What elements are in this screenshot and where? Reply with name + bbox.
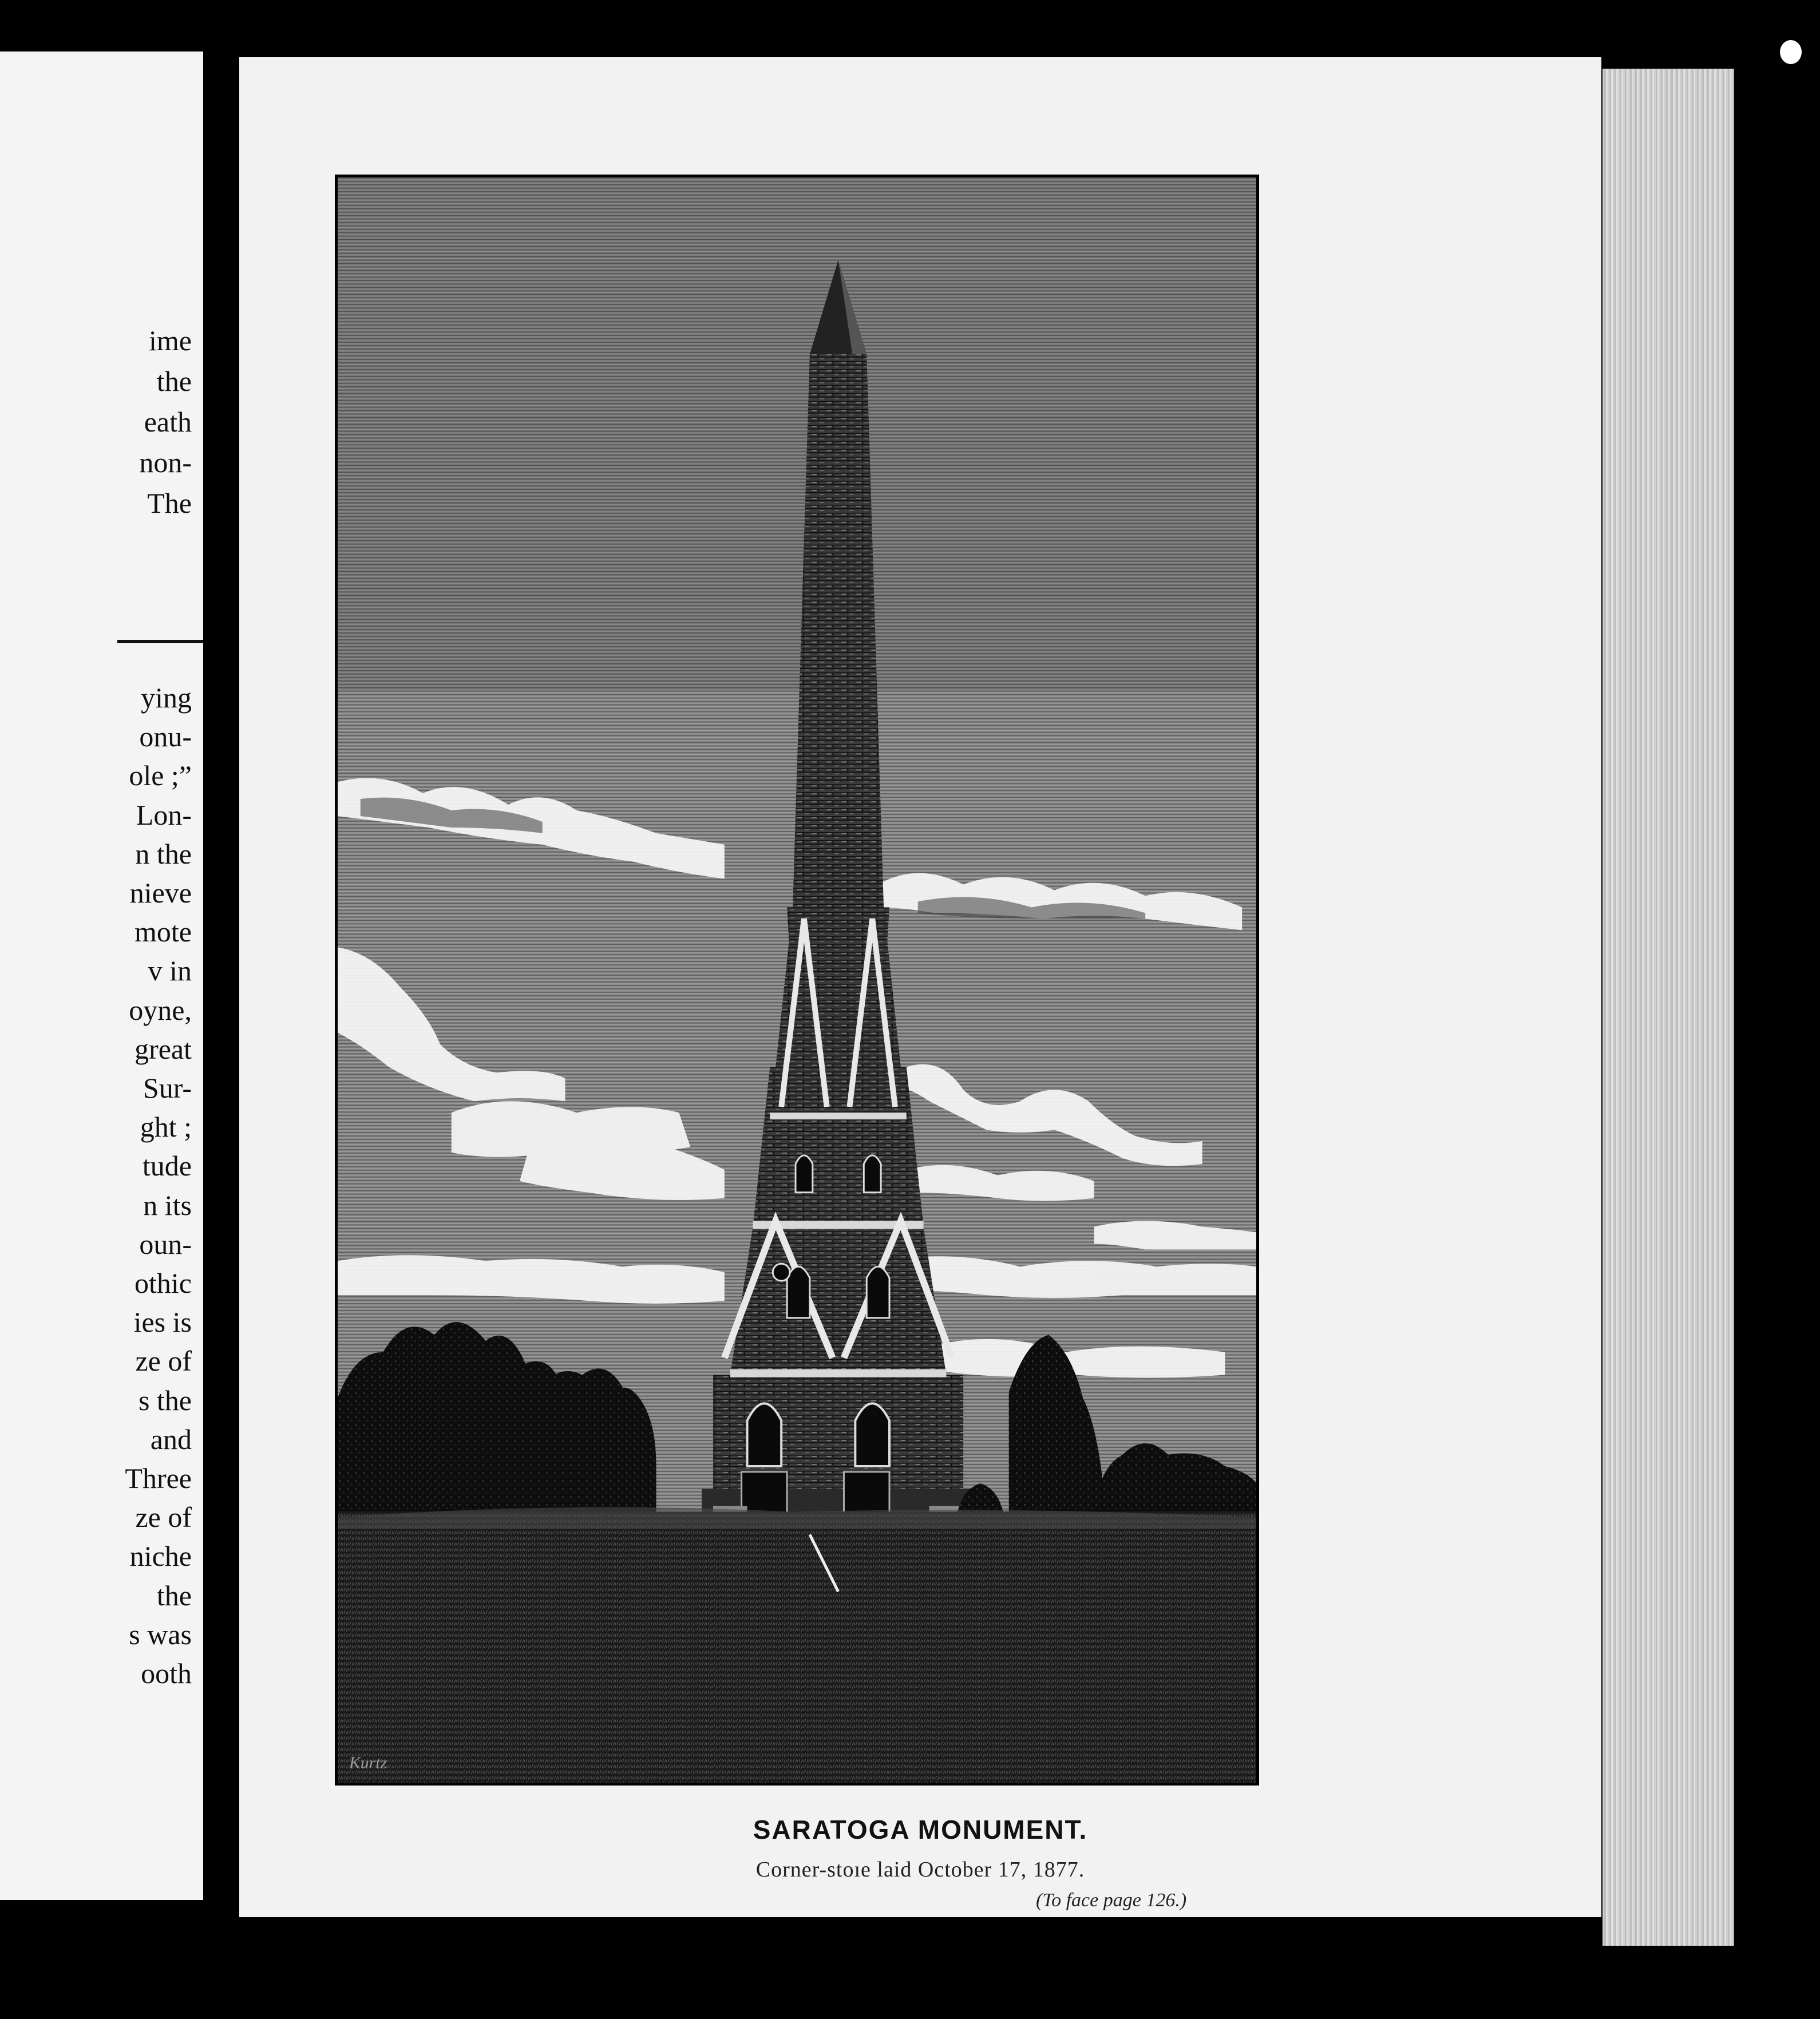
text-line: The [147,487,192,519]
text-line: ght ; [140,1111,192,1143]
left-page [0,52,203,1900]
text-line: n the [135,837,192,870]
book-gutter [205,52,239,1900]
left-page-text-top [0,320,203,524]
scan-speck [1780,40,1802,64]
text-line: the [156,365,192,397]
text-line: ole ;” [129,759,192,792]
text-line: tude [142,1150,192,1182]
text-line: Three [125,1462,192,1495]
text-line: ze of [135,1345,192,1377]
text-line: nieve [129,877,192,909]
text-line: great [134,1032,192,1065]
engraving-plate [335,175,1259,1786]
text-line: mote [134,916,192,948]
book-cover-edge [1734,69,1757,1957]
text-line: eath [144,406,192,438]
text-line: and [150,1423,192,1455]
saratoga-monument-engraving [338,177,1256,1783]
text-line: niche [129,1540,192,1573]
page-edges [1603,69,1751,1946]
text-line: v in [148,955,192,987]
text-line: Sur- [143,1072,192,1104]
text-line: the [156,1579,192,1612]
text-line: n its [143,1189,192,1221]
text-line: onu- [139,720,192,753]
text-line: othic [134,1267,192,1300]
text-line: s was [129,1618,192,1650]
text-line: s the [138,1384,192,1416]
text-line: ime [149,324,192,357]
text-line: ies is [133,1306,192,1339]
text-line: non- [139,446,192,478]
text-line: oyne, [129,993,192,1026]
text-line: ze of [135,1501,192,1534]
text-line: ooth [141,1657,192,1690]
plate-caption-subtitle: Corner-stoıe laid October 17, 1877. [755,1858,1085,1882]
engraver-signature: Kurtz [349,1753,387,1773]
facing-page-note: (To face page 126.) [1036,1890,1187,1911]
section-rule [117,640,203,643]
text-line: ying [141,682,192,714]
plate-caption-title: SARATOGA MONUMENT. [753,1815,1088,1844]
text-line: oun- [139,1228,192,1260]
text-line: Lon- [136,798,192,831]
left-page-text-body [0,678,203,1693]
